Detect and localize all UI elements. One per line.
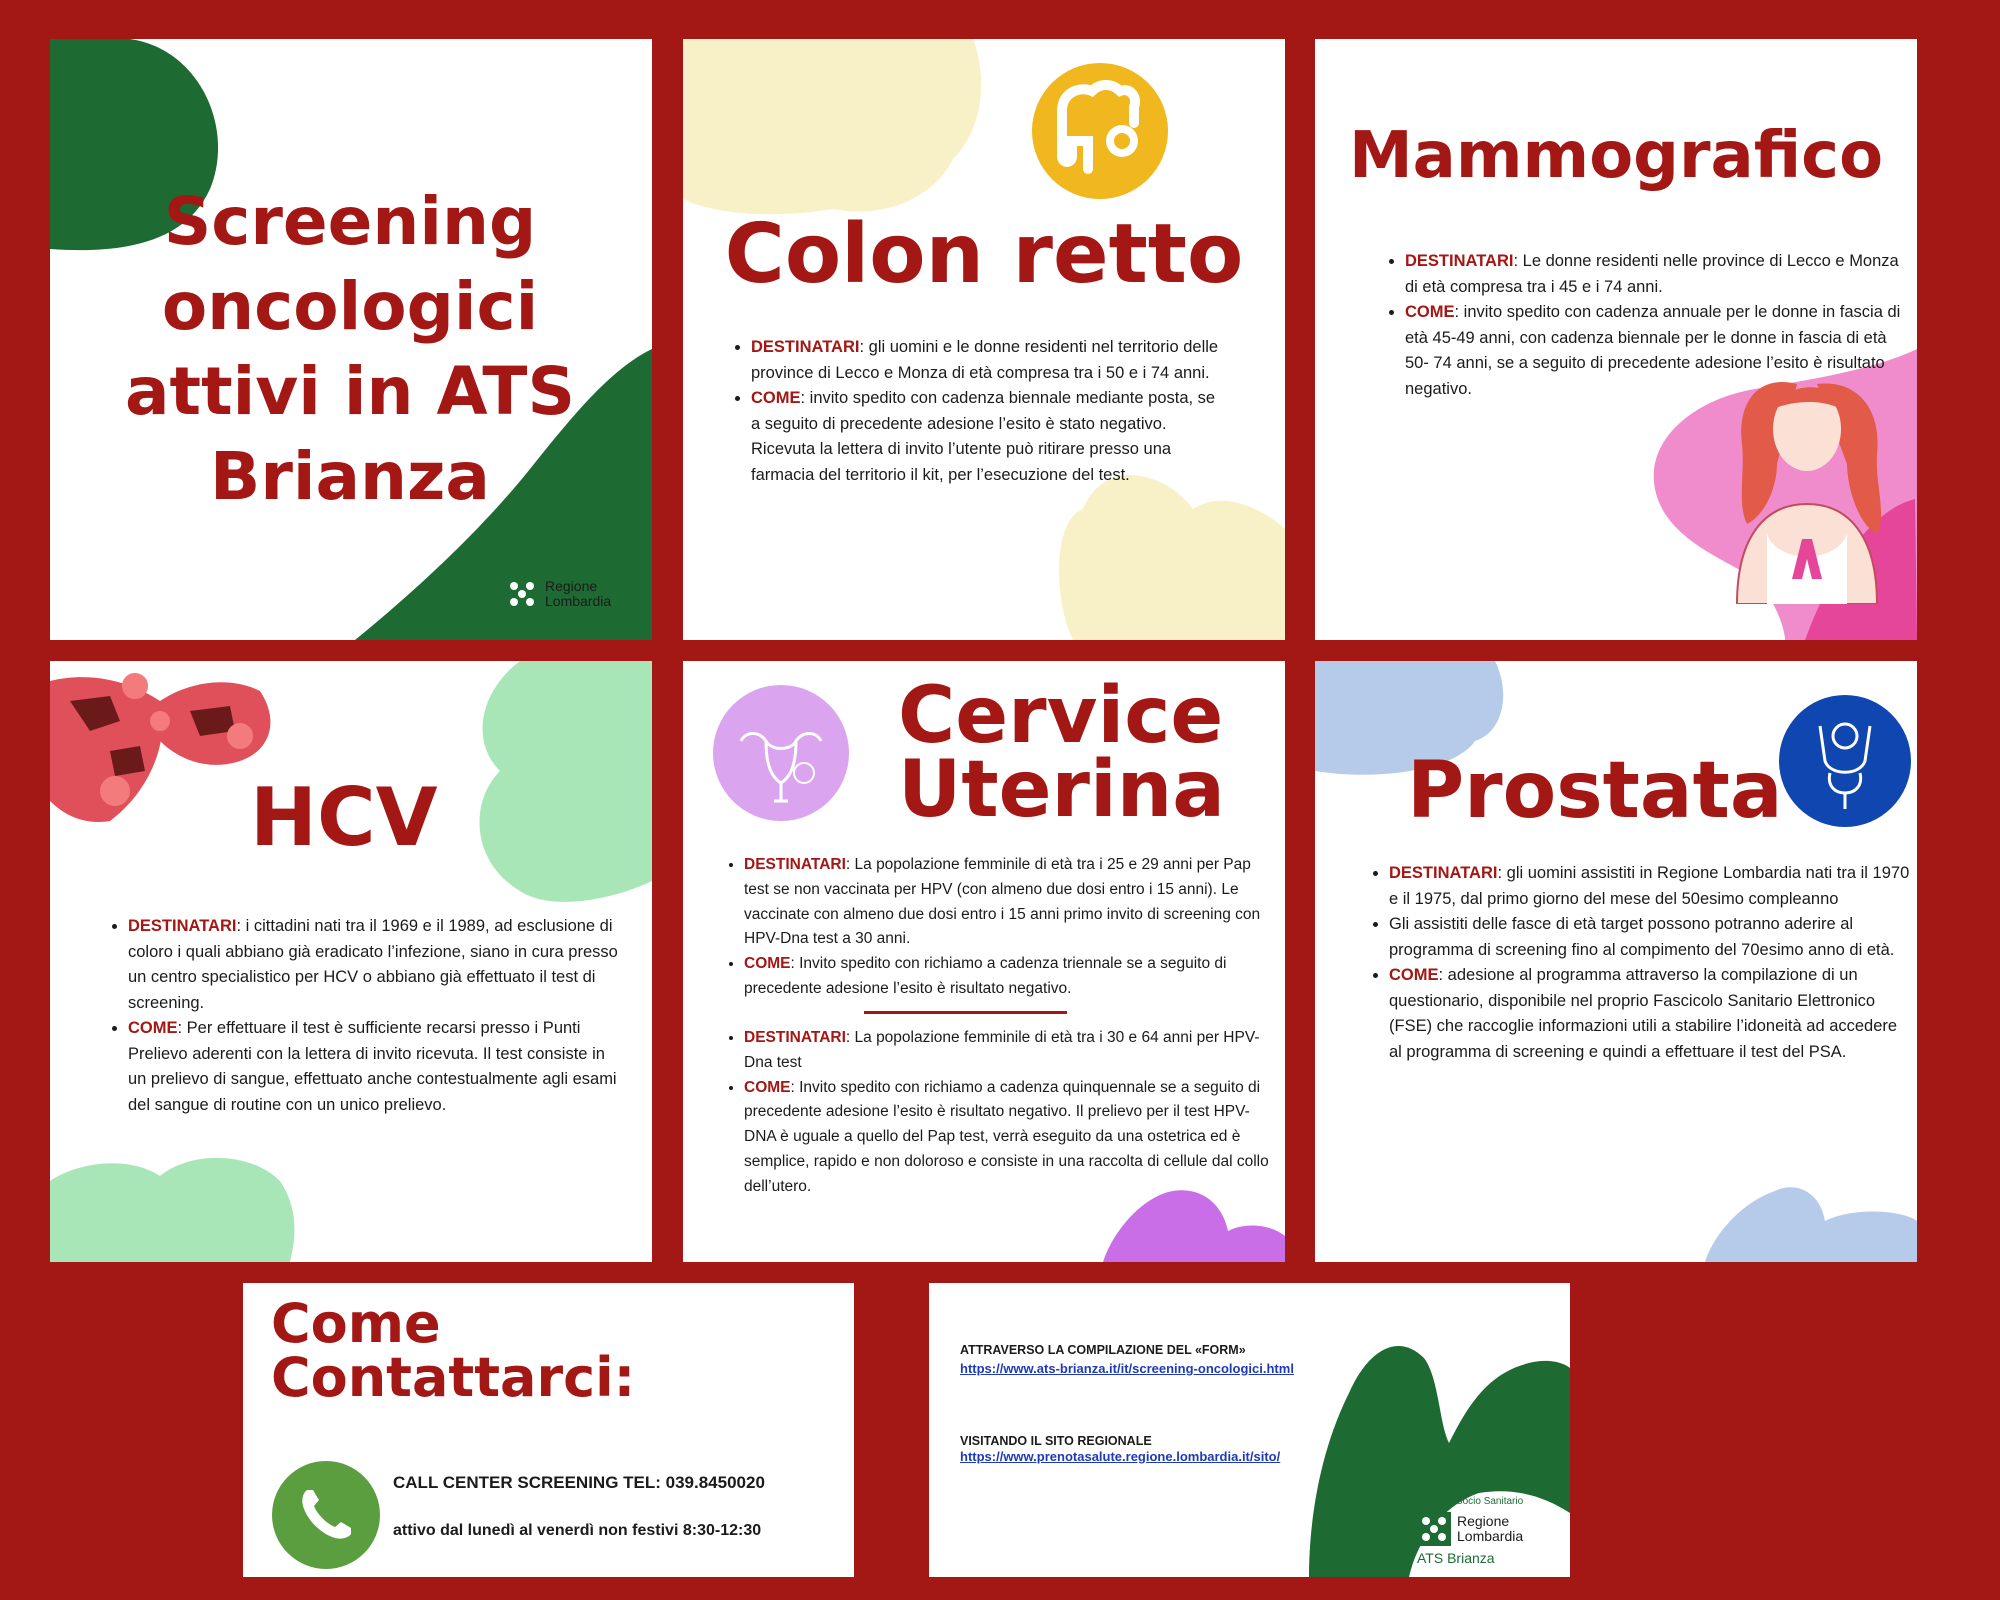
regione-logo — [505, 561, 611, 631]
cervice-title-line-2: Uterina — [898, 745, 1225, 835]
colon-icon — [1030, 61, 1170, 201]
regione-logo-2 — [1417, 1496, 1523, 1566]
logo-system-text: Sistema Socio Sanitario — [505, 561, 612, 572]
logo-region-line1: Regione — [545, 578, 598, 595]
mammo-destinatari: • DESTINATARI: Le donne residenti nelle province di Lecco e Monza di età compresa tra i 45 e i 74 anni. — [1405, 249, 1905, 300]
site-link[interactable]: https://www.prenotasalute.regione.lombardia.it/sito/ — [960, 1449, 1281, 1464]
contact-title-line-2: Contattarci: — [271, 1346, 636, 1409]
regione-logo-2-icon — [1417, 1512, 1451, 1546]
prostata-title: Prostata — [1407, 746, 1783, 836]
hours-text: attivo dal lunedì al venerdì non festivi 8:30-12:30 — [393, 1522, 762, 1539]
hcv-info-list — [100, 914, 618, 1119]
links-card — [929, 1283, 1570, 1577]
hcv-title: HCV — [250, 771, 438, 864]
cervice-info-list-b — [716, 1026, 1274, 1200]
cervice-come-b: • COME: Invito spedito con richiamo a cadenza quinquennale se a seguito di precedente adesione l’esito è risultato negativo. Il prelievo per il test HPV-DNA è uguale a quello del Pap test, verrà eseguito da una ostetrica ed è semplice, rapido e non doloroso e consiste in una raccolta di cellule dal collo dell’utero. — [744, 1076, 1274, 1200]
logo-region-line2: Lombardia — [545, 593, 612, 609]
colon-title: Colon retto — [724, 207, 1244, 302]
cervice-card — [683, 661, 1285, 1262]
logo2-ats-text: ATS Brianza — [1417, 1550, 1495, 1566]
logo-ats-text: ATS Brianza — [505, 615, 583, 631]
form-caption: ATTRAVERSO LA COMPILAZIONE DEL «FORM» — [960, 1343, 1246, 1357]
prostata-assistiti: • Gli assistiti delle fasce di età target possono potranno aderire al programma di screening fino al compimento del 70esimo anno di età. — [1389, 912, 1914, 963]
cervice-divider — [864, 1011, 1067, 1014]
contact-card — [243, 1283, 854, 1577]
colon-card — [683, 39, 1285, 640]
hcv-come: • COME: Per effettuare il test è sufficiente recarsi presso i Punti Prelievo aderenti con la lettera di invito ricevuta. Il test consiste in un prelievo di sangue, effettuato anche contestualmente agli esami del sangue di routine con un unico prelievo. — [128, 1016, 618, 1118]
cover-title-line-4: Brianza — [210, 438, 490, 515]
prostate-icon — [1775, 691, 1915, 831]
prostata-come: • COME: adesione al programma attraverso la compilazione di un questionario, disponibile nel proprio Fascicolo Sanitario Elettronico (FSE) che raccoglie informazioni utili a stabilire l’idoneità ad accedere al programma di screening e quindi a effettuare il test del PSA. — [1389, 963, 1914, 1065]
contact-title-line-1: Come — [271, 1292, 441, 1355]
logo2-region-line2: Lombardia — [1457, 1528, 1524, 1544]
cover-title-line-2: oncologici — [161, 268, 539, 345]
prostata-destinatari: • DESTINATARI: gli uomini assistiti in Regione Lombardia nati tra il 1970 e il 1975, dal primo giorno del mese del 50esimo compleanno — [1389, 861, 1914, 912]
cervice-come-a: • COME: Invito spedito con richiamo a cadenza triennale se a seguito di precedente adesione l’esito è risultato negativo. — [744, 952, 1274, 1002]
call-center-text: CALL CENTER SCREENING TEL: 039.8450020 — [393, 1473, 765, 1492]
mammo-come: • COME: invito spedito con cadenza annuale per le donne in fascia di età 45-49 anni, con cadenza biennale per le donne in fascia di età 50- 74 anni, se a seguito di precedente adesione l’esito è risultato negativo. — [1405, 300, 1905, 402]
cervice-title-line-1: Cervice — [898, 671, 1224, 761]
cervice-info-list-a — [716, 853, 1274, 1002]
phone-icon — [271, 1460, 381, 1570]
mammo-card — [1315, 39, 1917, 640]
logo2-region-line1: Regione — [1457, 1513, 1510, 1530]
prostata-card — [1315, 661, 1917, 1262]
hcv-destinatari: • DESTINATARI: i cittadini nati tra il 1969 e il 1989, ad esclusione di coloro i quali abbiano già eradicato l’infezione, siano in cura presso un centro specialistico per HCV o abbiano già effettuato il test di screening. — [128, 914, 618, 1016]
cover-card — [50, 39, 652, 640]
prostata-info-list — [1361, 861, 1914, 1066]
colon-info-list — [723, 335, 1221, 488]
cover-title — [90, 179, 610, 519]
colon-come: • COME: invito spedito con cadenza biennale mediante posta, se a seguito di precedente adesione l’esito è stato negativo. Ricevuta la lettera di invito l’utente può ritirare presso una farmacia del territorio il kit, per l’esecuzione del test. — [751, 386, 1221, 488]
mammo-title: Mammografico — [1348, 119, 1884, 193]
contact-title — [271, 1292, 636, 1409]
cervice-destinatari-a: • DESTINATARI: La popolazione femminile di età tra i 25 e 29 anni per Pap test se non vaccinata per HPV (con almeno due dosi entro i 15 anni). Le vaccinate con almeno due dosi entro i 15 anni primo invito di screening con HPV-Dna test a 30 anni. — [744, 853, 1274, 952]
regione-logo-icon — [505, 577, 539, 611]
cervice-title — [898, 671, 1225, 835]
colon-destinatari: • DESTINATARI: gli uomini e le donne residenti nel territorio delle province di Lecco e Monza di età compresa tra i 50 e i 74 anni. — [751, 335, 1221, 386]
cervice-destinatari-b: • DESTINATARI: La popolazione femminile di età tra i 30 e 64 anni per HPV- Dna test — [744, 1026, 1274, 1076]
form-link[interactable]: https://www.ats-brianza.it/it/screening-oncologici.html — [960, 1361, 1294, 1376]
cover-title-line-1: Screening — [163, 183, 537, 260]
logo2-system-text: Sistema Socio Sanitario — [1417, 1496, 1524, 1507]
mammo-info-list — [1377, 249, 1905, 402]
cover-title-line-3: attivi in ATS — [125, 353, 575, 430]
site-caption: VISITANDO IL SITO REGIONALE — [960, 1434, 1152, 1448]
uterus-icon — [711, 683, 851, 823]
hcv-card — [50, 661, 652, 1262]
